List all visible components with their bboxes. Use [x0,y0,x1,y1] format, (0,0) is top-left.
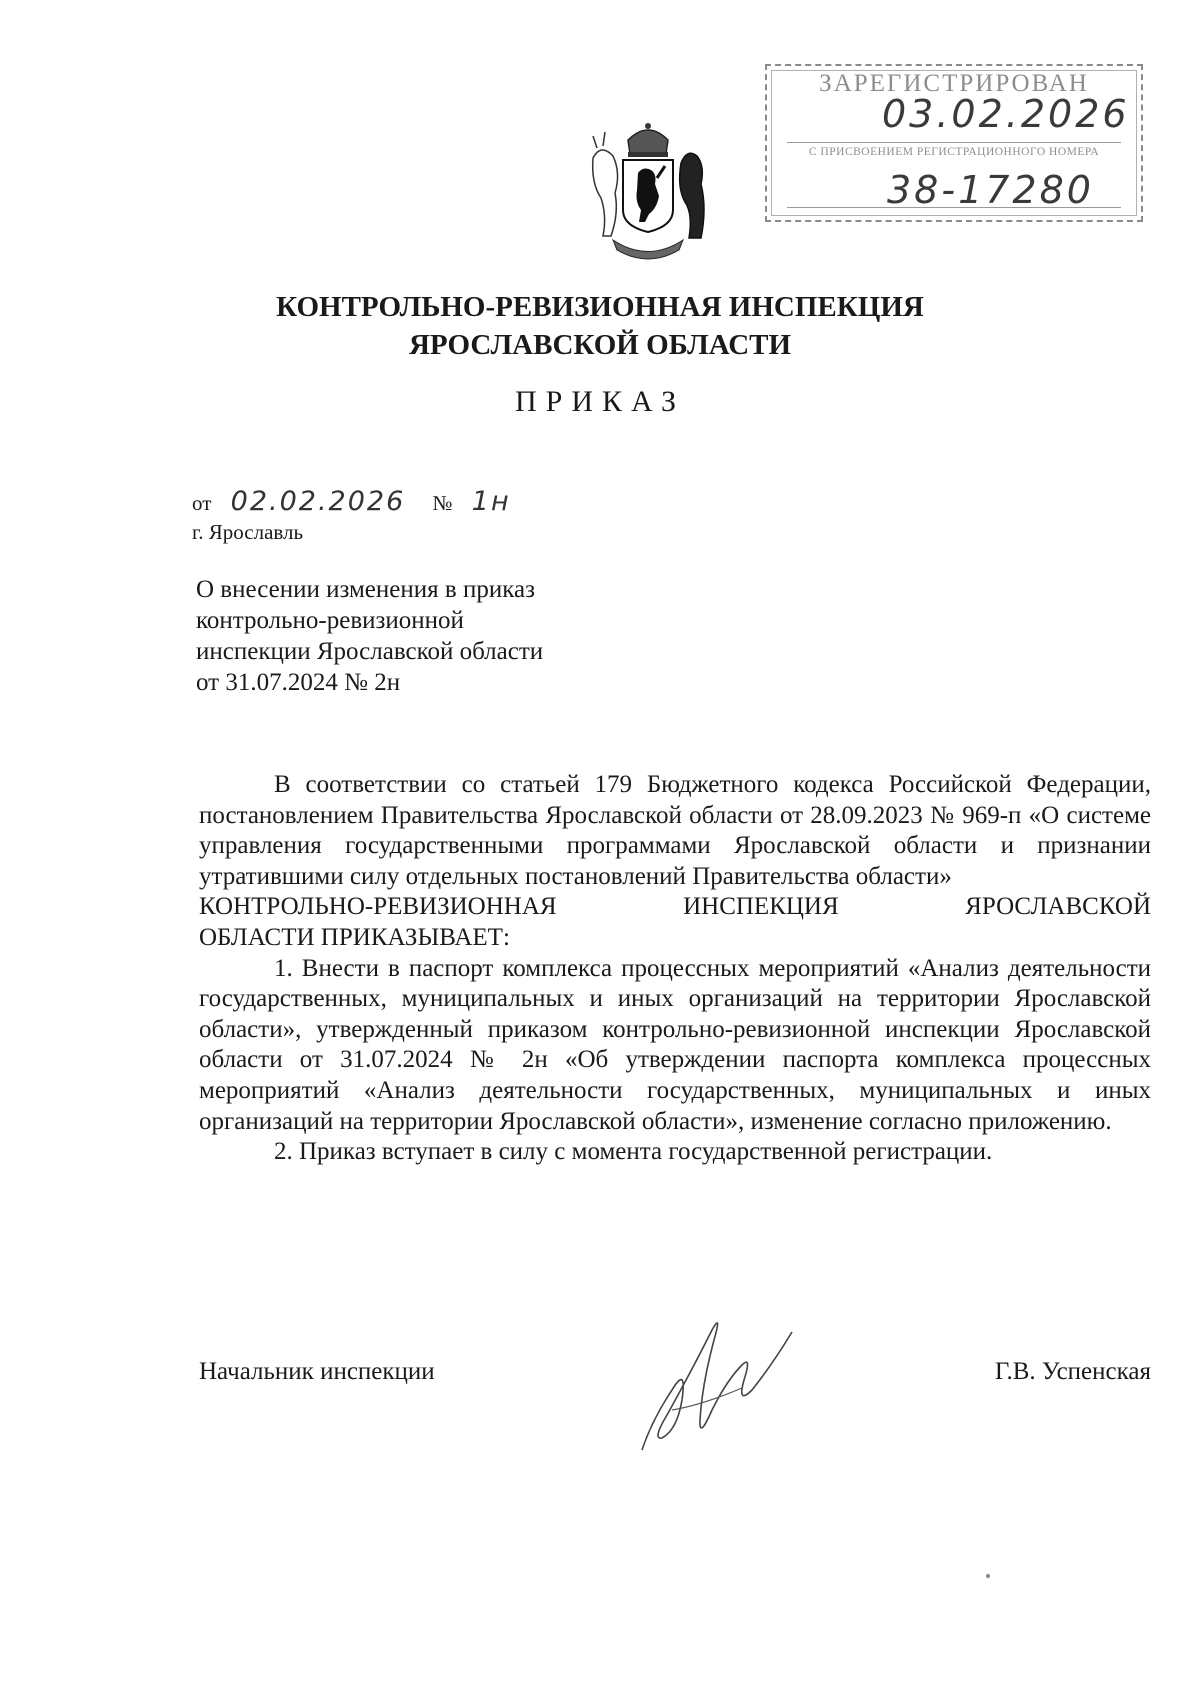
order-clause-line-1: КОНТРОЛЬНО-РЕВИЗИОННАЯ ИНСПЕКЦИЯ ЯРОСЛАВСКОЙ [199,893,1151,921]
handwritten-signature-icon [632,1310,802,1460]
signatory-position: Начальник инспекции [199,1358,435,1385]
stamp-date: 03.02.2026 [882,92,1130,136]
order-item-2: 2. Приказ вступает в силу с момента государственной регистрации. [274,1138,993,1166]
subject-line-1: О внесении изменения в приказ [196,576,535,603]
document-type: ПРИКАЗ [515,385,685,418]
number-sign: № [432,491,453,515]
stamp-divider [787,207,1121,208]
stamp-title: ЗАРЕГИСТРИРОВАН [819,70,1089,97]
subject-line-2: контрольно-ревизионной [196,607,464,634]
stamp-registration-number: 38-17280 [887,168,1094,212]
scan-speck [986,1574,990,1578]
organization-title-line-1: КОНТРОЛЬНО-РЕВИЗИОННАЯ ИНСПЕКЦИЯ [276,291,924,323]
subject-line-4: от 31.07.2024 № 2н [196,669,401,696]
order-body [199,770,1151,1168]
preamble-paragraph: В соответствии со статьей 179 Бюджетного кодекса Российской Федерации, постановлением Правительства Ярославской области от 28.09.2023 № 969-п «О системе управления государственными программами Ярославской области и признании утратившими силу отдельных постановлений Правительства области» [199,771,1151,890]
signatory-name: Г.В. Успенская [994,1358,1151,1385]
order-date: 02.02.2026 [230,486,406,517]
order-subject [196,574,616,698]
order-clause-line-2: ОБЛАСТИ ПРИКАЗЫВАЕТ: [199,923,510,951]
order-item-1: 1. Внести в паспорт комплекса процессных мероприятий «Анализ деятельности государственных, муниципальных и иных организаций на территории Ярославской области», утвержденный приказом контрольно-ревизионной инспекции Ярославской области от 31.07.2024 № 2н «Об утверждении паспорта комплекса процессных мероприятий «Анализ деятельности государственных, муниципальных и иных организаций на территории Ярославской области», изменение согласно приложению. [199,954,1151,1135]
city: г. Ярославль [192,520,304,544]
coat-of-arms-icon [583,118,713,268]
organization-title-line-2: ЯРОСЛАВСКОЙ ОБЛАСТИ [408,329,792,361]
subject-line-3: инспекции Ярославской области [196,638,544,665]
order-number: 1н [471,486,511,517]
stamp-divider [787,142,1121,143]
organization-title [0,288,1200,364]
order-date-number-row [192,486,511,517]
stamp-subtitle: С ПРИСВОЕНИЕМ РЕГИСТРАЦИОННОГО НОМЕРА [808,146,1100,158]
date-prefix: от [192,491,212,515]
registration-stamp [765,64,1143,222]
